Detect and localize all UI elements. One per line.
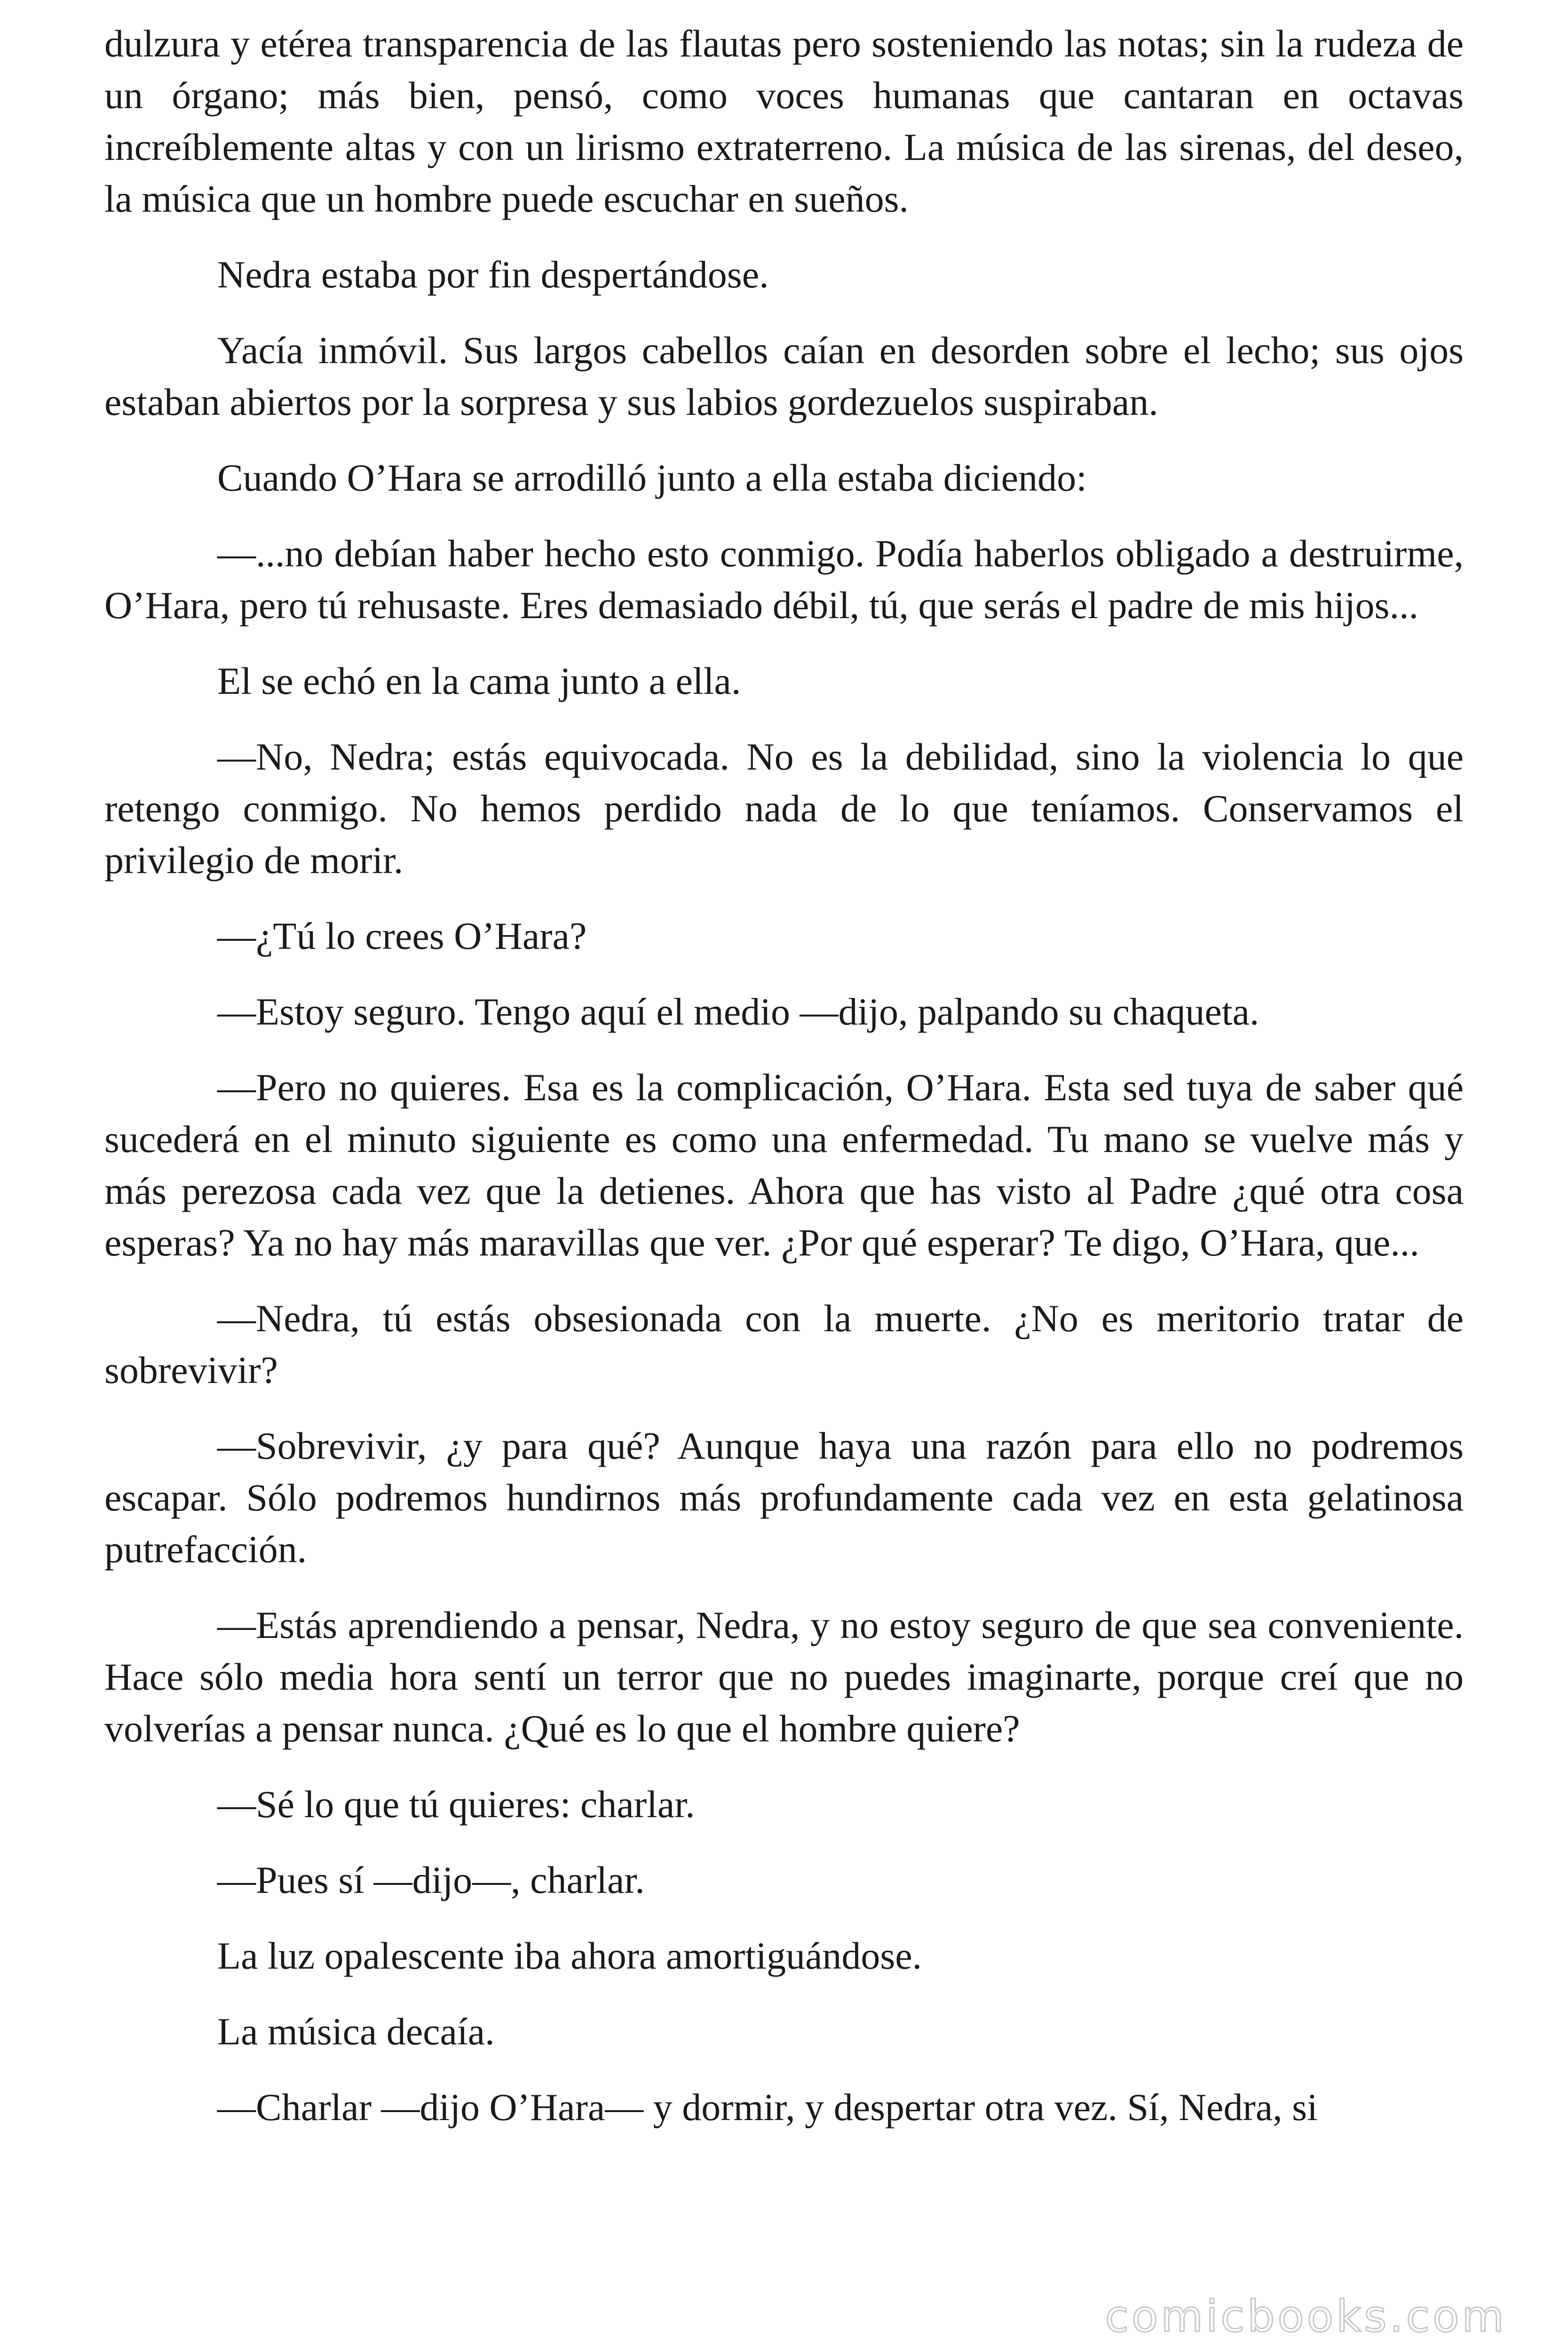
paragraph-14: —Sé lo que tú quieres: charlar. — [217, 1783, 695, 1826]
paragraph-2: Nedra estaba por fin despertándose. — [217, 253, 769, 296]
paragraph-1: dulzura y etérea transparencia de las flautas pero sosteniendo las notas; sin la rudeza de un órgano; más bien, pensó, como voces humanas que cantaran en octavas increíblemente altas y con un lirismo extraterreno. La música de las sirenas, del deseo, la música que un hombre puede escuchar en sueños. — [104, 22, 1464, 220]
paragraph-5: —...no debían haber hecho esto conmigo. Podía haberlos obligado a destruirme, O’Hara, pero tú rehusaste. Eres demasiado débil, tú, que serás el padre de mis hijos... — [104, 532, 1464, 627]
paragraph-18: —Charlar —dijo O’Hara— y dormir, y despertar otra vez. Sí, Nedra, si — [217, 2086, 1318, 2129]
paragraph-9: —Estoy seguro. Tengo aquí el medio —dijo, palpando su chaqueta. — [217, 990, 1259, 1033]
paragraph-12: —Sobrevivir, ¿y para qué? Aunque haya una razón para ello no podremos escapar. Sólo podremos hundirnos más profundamente cada vez en esta gelatinosa putrefacción. — [104, 1424, 1464, 1571]
paragraph-7: —No, Nedra; estás equivocada. No es la debilidad, sino la violencia lo que retengo conmigo. No hemos perdido nada de lo que teníamos. Conservamos el privilegio de morir. — [104, 735, 1464, 882]
watermark: comicbooks.com — [1105, 2291, 1507, 2342]
paragraph-3: Yacía inmóvil. Sus largos cabellos caían en desorden sobre el lecho; sus ojos estaban abiertos por la sorpresa y sus labios gordezuelos suspiraban. — [104, 329, 1464, 423]
paragraph-6: El se echó en la cama junto a ella. — [217, 660, 741, 702]
paragraph-17: La música decaía. — [217, 2010, 495, 2053]
page-text — [104, 18, 1464, 2157]
paragraph-13: —Estás aprendiendo a pensar, Nedra, y no estoy seguro de que sea conveniente. Hace sólo media hora sentí un terror que no puedes imaginarte, porque creí que no volverías a pensar nunca. ¿Qué es lo que el hombre quiere? — [104, 1604, 1464, 1750]
paragraph-8: —¿Tú lo crees O’Hara? — [217, 914, 587, 957]
paragraph-16: La luz opalescente iba ahora amortiguándose. — [217, 1934, 922, 1977]
paragraph-10: —Pero no quieres. Esa es la complicación, O’Hara. Esta sed tuya de saber qué sucederá en el minuto siguiente es como una enfermedad. Tu mano se vuelve más y más perezosa cada vez que la detienes. Ahora que has visto al Padre ¿qué otra cosa esperas? Ya no hay más maravillas que ver. ¿Por qué esperar? Te digo, O’Hara, que... — [104, 1066, 1464, 1264]
paragraph-15: —Pues sí —dijo—, charlar. — [217, 1859, 645, 1901]
paragraph-4: Cuando O’Hara se arrodilló junto a ella estaba diciendo: — [217, 456, 1087, 499]
paragraph-11: —Nedra, tú estás obsesionada con la muerte. ¿No es meritorio tratar de sobrevivir? — [104, 1297, 1464, 1391]
